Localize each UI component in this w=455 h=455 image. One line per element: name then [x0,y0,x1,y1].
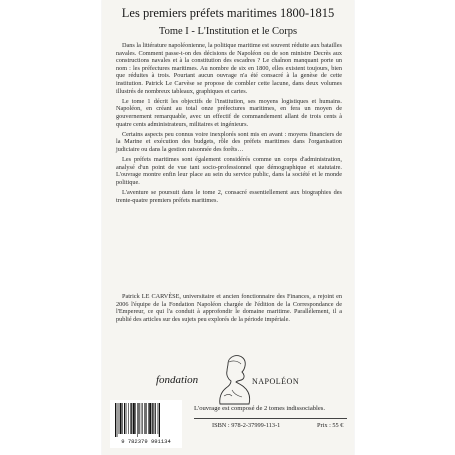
barcode-bar [144,403,145,434]
barcode-bar [117,403,118,437]
divider [194,418,347,419]
author-bio-text: Patrick LE CARVÈSE, universitaire et ancien fonctionnaire des Finances, a rejoint en 2006 l'équipe de la Fondation Napoléon chargée de l'édition de la Correspondance de l'Empereur, ce qui l'a conduit à approfondir le domaine maritime. Parallèlement, il a publié des articles sur des sujets peu explorés de la période impériale. [116,293,342,323]
barcode-bars [110,400,182,438]
price: Prix : 55 € [317,422,344,429]
blurb-paragraph: Dans la littérature napoléonienne, la politique maritime est souvent réduite aux batailles navales. Comment passe-t-on des décisions de Napoléon ou de son ministre Decrès aux constructions navales et à la constitution des escadres ? Le chaînon manquant porte un nom : les préfectures maritimes. Au nombre de six en 1800, elles existent toujours, bien que réduites à trois. Pourtant aucun ouvrage n'a été consacré à la genèse de cette institution. Patrick Le Carvèse se propose de combler cette lacune, dans deux volumes illustrés de nombreux tableaux, graphiques et cartes. [116,42,342,95]
barcode-number: 9 782379 991134 [121,438,171,445]
barcode-bar [124,403,125,434]
book-title: Les premiers préfets maritimes 1800-1815 [121,6,335,20]
barcode-bar [152,403,153,434]
volume-note: L'ouvrage est composé de 2 tomes indissociables. [194,405,326,412]
author-bio [116,293,342,323]
blurb-paragraph: L'aventure se poursuit dans le tome 2, consacré essentiellement aux biographies des trente-quatre premiers préfets maritimes. [116,189,342,204]
barcode-bar [149,403,151,434]
barcode-bar [148,403,149,434]
barcode-bar [126,403,127,434]
barcode-bar [146,403,147,434]
barcode-bar [128,403,129,434]
barcode-bar [158,403,159,434]
logo-word-fondation: fondation [156,374,199,386]
barcode-bar [115,403,116,437]
barcode-bar [138,403,139,434]
barcode [110,400,182,448]
barcode-bar [155,403,156,434]
barcode-bar [122,403,123,434]
barcode-bar [133,403,135,434]
logo-word-napoleon: NAPOLÉON [252,377,300,386]
book-subtitle: Tome I - L'Institution et le Corps [158,26,298,37]
barcode-bar [142,403,143,434]
barcode-bar [120,403,122,434]
barcode-bar [135,403,136,434]
barcode-bar [137,403,138,437]
blurb-paragraph: Certains aspects peu connus voire inexplorés sont mis en avant : moyens financiers de la Marine et exécution des budgets, rôle des préfets maritimes dans l'organisation judiciaire ou dans la gestion raisonnée des forêts… [116,130,342,153]
barcode-bar [153,403,154,434]
barcode-bar [130,403,131,434]
barcode-bar [141,403,142,434]
blurb-paragraph: Le tome 1 décrit les objectifs de l'institution, ses moyens logistiques et humains. Napoléon, en créant au total onze préfectures maritimes, en fera un moyen de gouvernement remarquable, avec un effectif de commandement allant de trois cents à quatre cents administrateurs, militaires et ingénieurs. [116,97,342,128]
napoleon-bust-icon [214,350,254,405]
blurb [116,42,342,207]
isbn: ISBN : 978-2-37999-113-1 [212,422,281,429]
blurb-paragraph: Les préfets maritimes sont également considérés comme un corps d'administration, analysé d'un point de vue tant socio-professionnel que démographique et statutaire. L'ouvrage montre enfin leur place au sein du service public, dans la société et le monde politique. [116,156,342,186]
barcode-bar [131,403,132,434]
book-back-cover [102,0,354,455]
barcode-bar [159,403,160,437]
barcode-bar [119,403,120,434]
